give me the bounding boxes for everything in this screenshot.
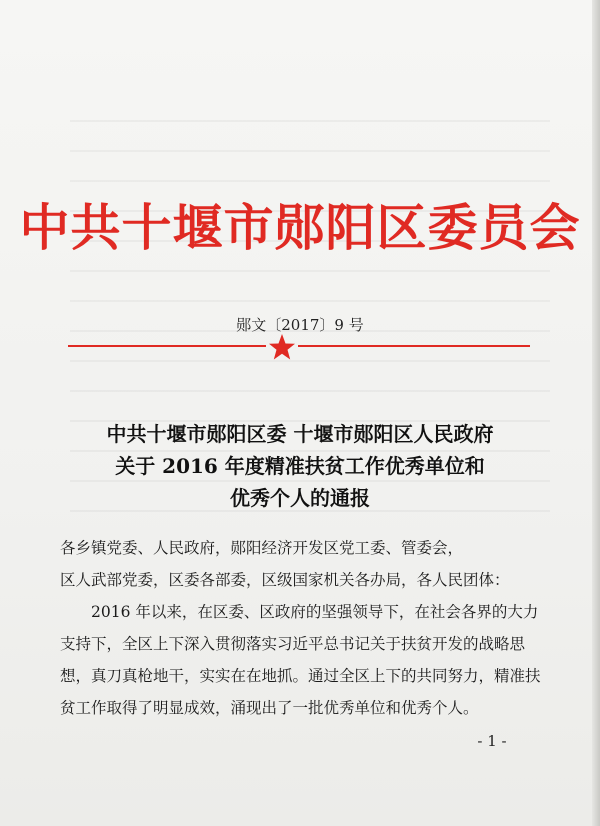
salutation-line-1: 各乡镇党委、人民政府，郧阳经济开发区党工委、管委会， <box>60 539 464 557</box>
page-edge-shadow <box>592 0 600 826</box>
body-paragraph: 2016 年以来，在区委、区政府的坚强领导下，在社会各界的大力支持下，全区上下深入贯彻落实习近平总书记关于扶贫开发的战略思想，真刀真枪地干，实实在在地抓。通过全区上下的共同努力，精准扶贫工作取得了明显成效，涌现出了一批优秀单位和优秀个人。 <box>60 603 541 717</box>
page-number: - 1 - <box>477 732 507 750</box>
title-line-1: 中共十堰市郧阳区委 十堰市郧阳区人民政府 <box>106 422 494 446</box>
document-title <box>30 418 570 514</box>
document-number: 郧文〔2017〕9 号 <box>236 316 364 334</box>
red-rule-right <box>298 345 530 347</box>
salutation-line-2: 区人武部党委，区委各部委，区级国家机关各办局，各人民团体： <box>60 571 510 589</box>
red-masthead: 中共十堰市郧阳区委员会 <box>19 198 581 257</box>
document-body <box>60 532 550 724</box>
title-line-2: 关于 2016 年度精准扶贫工作优秀单位和 <box>115 454 485 478</box>
title-line-3: 优秀个人的通报 <box>230 486 370 510</box>
red-rule-left <box>68 345 266 347</box>
red-star-icon <box>268 333 296 361</box>
